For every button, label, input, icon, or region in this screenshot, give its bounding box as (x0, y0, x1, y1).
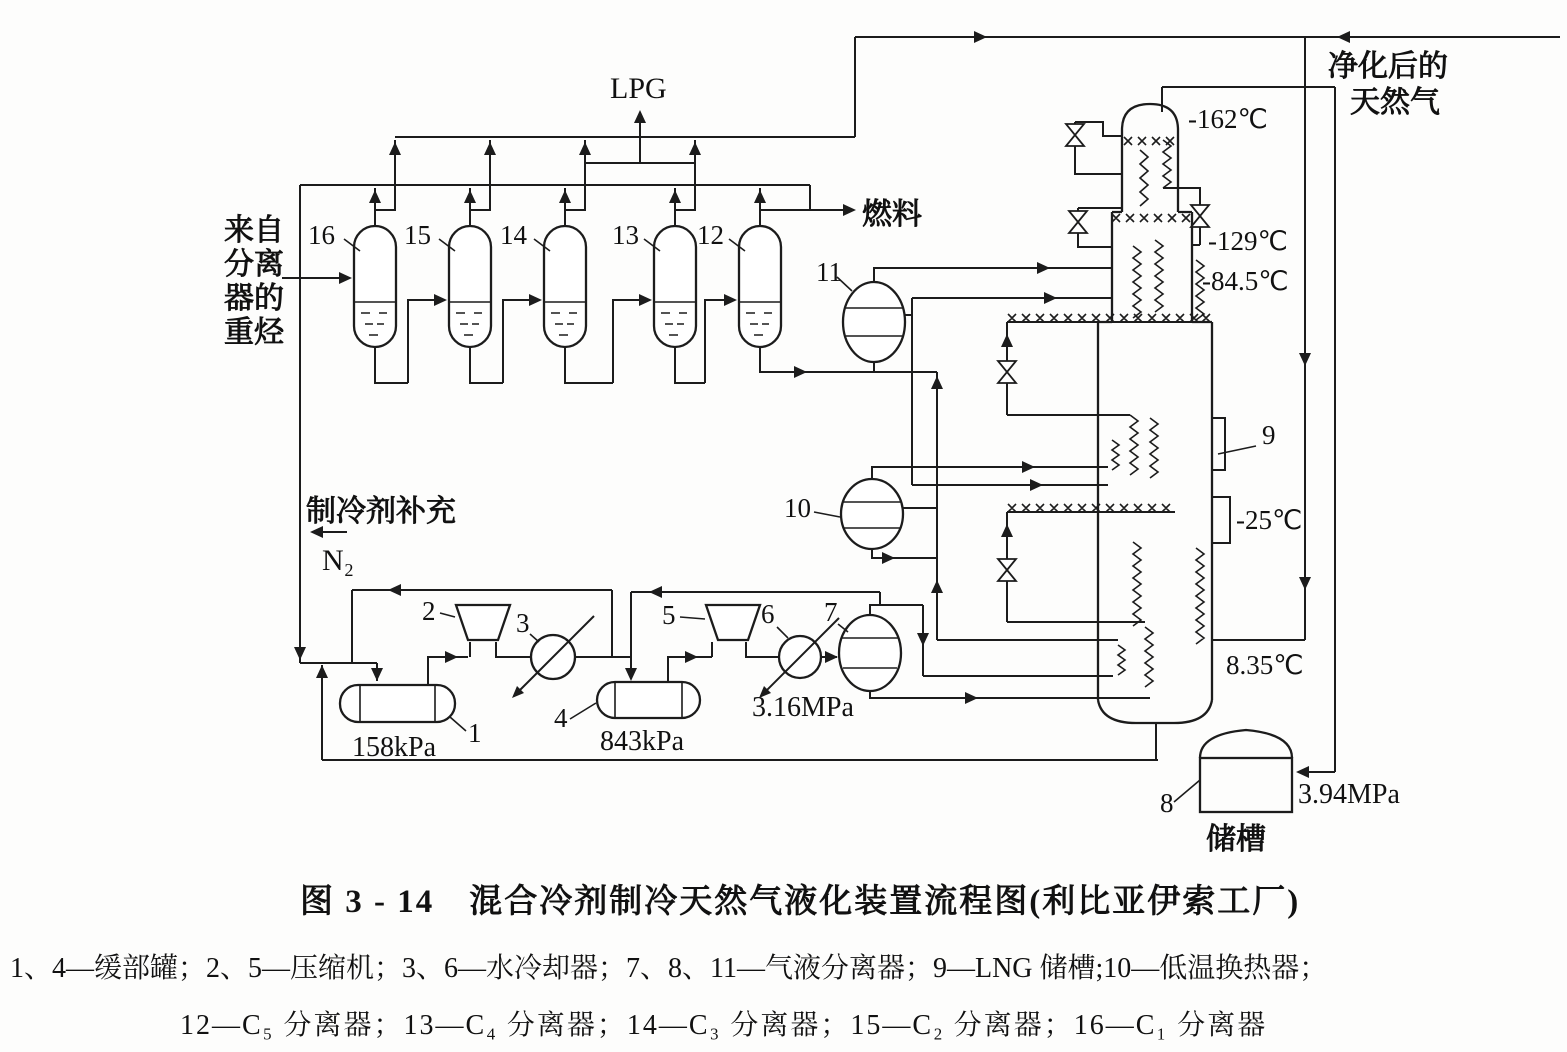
equipment-number-15: 15 (404, 220, 431, 250)
separator-7 (839, 615, 901, 691)
purified-gas-label-line2: 天然气 (1350, 86, 1440, 119)
pressure-tank: 3.94MPa (1298, 779, 1400, 810)
storage-tank-label: 储槽 (1206, 823, 1266, 856)
lng-exchanger-tower-9 (1008, 104, 1212, 760)
refrigerant-makeup-label: 制冷剂补充 (306, 495, 456, 528)
equipment-number-1: 1 (468, 718, 482, 748)
letdown-valve-mid (1069, 211, 1087, 233)
feed-label-line4: 重烃 (224, 316, 284, 349)
temp-cold-end: -162℃ (1188, 104, 1268, 134)
pressure-stage1: 158kPa (352, 732, 436, 763)
pressure-discharge: 3.16MPa (752, 692, 854, 723)
storage-tank-8 (1200, 730, 1292, 812)
separator-14 (544, 226, 586, 347)
equipment-number-7: 7 (824, 597, 838, 627)
separator-12 (739, 226, 781, 347)
equipment-number-2: 2 (422, 596, 436, 626)
jt-valve-upper (998, 361, 1016, 383)
cryogenic-exchanger-10 (841, 479, 903, 549)
purified-gas-label-line1: 净化后的 (1328, 50, 1448, 83)
separator-11 (843, 282, 905, 362)
equipment-number-8: 8 (1160, 788, 1174, 818)
legend-line-1: 1、4—缓部罐；2、5—压缩机；3、6—水冷却器；7、8、11—气液分离器；9—LNG 储槽;10—低温换热器； (10, 953, 1328, 984)
temp-warm-end: 8.35℃ (1226, 650, 1304, 680)
separator-15 (449, 226, 491, 347)
equipment-number-11: 11 (816, 257, 842, 287)
equipment-number-13: 13 (612, 220, 639, 250)
separator-13 (654, 226, 696, 347)
temp-mid: -84.5℃ (1202, 266, 1289, 296)
fuel-label: 燃料 (862, 198, 922, 231)
equipment-number-16: 16 (308, 220, 335, 250)
temp-lower-mid: -25℃ (1236, 505, 1303, 535)
compressor-5 (706, 605, 760, 640)
flow-arrows (294, 31, 1350, 778)
equipment-number-4: 4 (554, 703, 568, 733)
equipment-number-10: 10 (784, 493, 811, 523)
feed-label-line1: 来自 (224, 214, 284, 247)
equipment-number-3: 3 (516, 608, 530, 638)
temp-upper-mid: -129℃ (1208, 226, 1288, 256)
nitrogen-label: N₂ (322, 544, 355, 577)
letdown-valve-top (1066, 124, 1084, 146)
equipment-number-9: 9 (1262, 420, 1276, 450)
pressure-stage2: 843kPa (600, 726, 684, 757)
compressor-2 (456, 605, 510, 640)
feed-label-line3: 器的 (224, 282, 284, 315)
equipment-number-5: 5 (662, 600, 676, 630)
equipment-number-6: 6 (761, 599, 775, 629)
equipment-number-14: 14 (500, 220, 527, 250)
buffer-drum-4 (597, 682, 700, 718)
letdown-valve-right (1191, 205, 1209, 227)
piping (282, 37, 1560, 772)
equipment-number-12: 12 (697, 220, 724, 250)
legend-line-2: 12—C₅ 分离器；13—C₄ 分离器；14—C₃ 分离器；15—C₂ 分离器；16—C₁ 分离器 (180, 1010, 1268, 1041)
feed-label-line2: 分离 (224, 248, 284, 281)
separator-16 (354, 226, 396, 347)
buffer-drum-1 (340, 685, 455, 722)
lpg-label: LPG (610, 72, 667, 105)
figure-caption: 图 3 - 14 混合冷剂制冷天然气液化装置流程图(利比亚伊索工厂) (300, 884, 1301, 920)
jt-valve-lower (998, 559, 1016, 581)
